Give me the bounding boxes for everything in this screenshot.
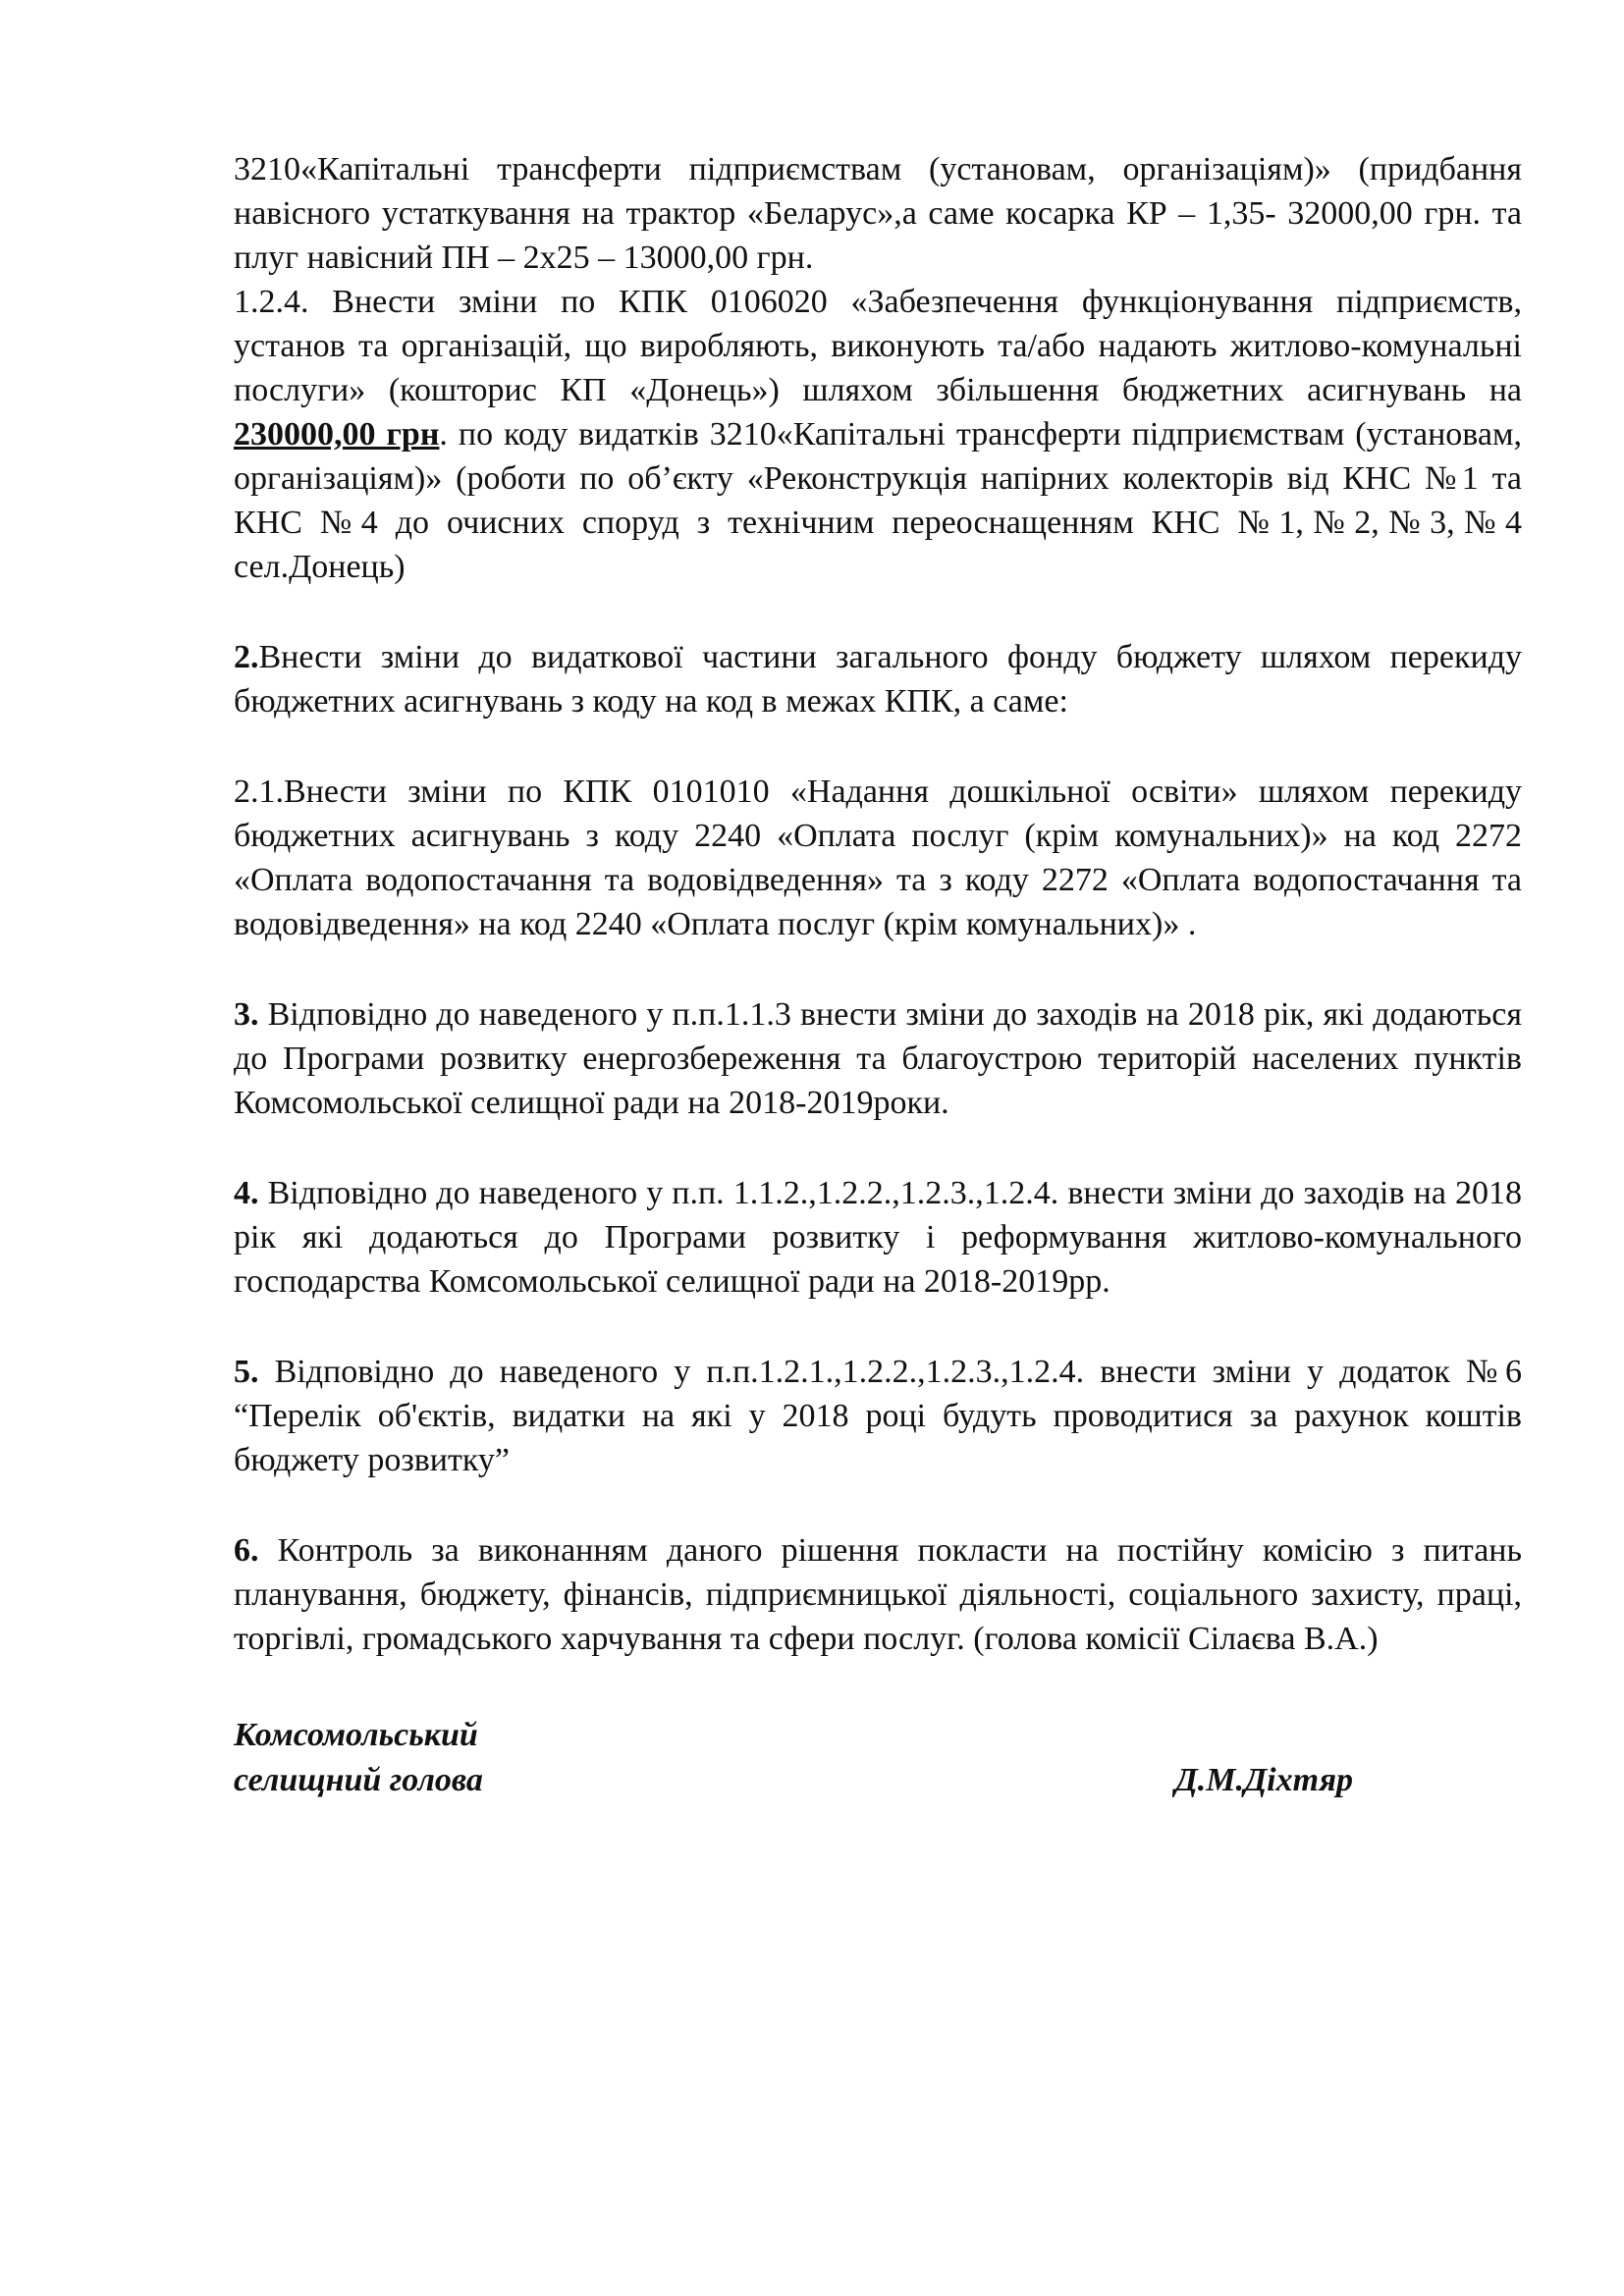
section-text: Внести зміни до видаткової частини загального фонду бюджету шляхом перекиду бюджетних асигнувань з коду на код в межах КПК, а саме: bbox=[234, 639, 1522, 720]
paragraph-gap bbox=[234, 1304, 1522, 1350]
section-2-1 bbox=[234, 770, 1522, 946]
signature-row bbox=[234, 1758, 1353, 1803]
section-2 bbox=[234, 635, 1522, 723]
paragraph-gap bbox=[234, 1125, 1522, 1171]
document-body bbox=[234, 147, 1522, 1661]
section-6 bbox=[234, 1528, 1522, 1661]
paragraph-gap bbox=[234, 723, 1522, 770]
paragraph-code-3210-equipment bbox=[234, 147, 1522, 280]
section-text: Відповідно до наведеного у п.п. 1.1.2.,1.2.2.,1.2.3.,1.2.4. внести зміни до заходів на 2018 рік які додаються до Програми розвитку і реформування житлово-комунального господарства Комсомольської селищної ради на 2018-2019рр. bbox=[234, 1175, 1522, 1300]
paragraph-text: 1.2.4. Внести зміни по КПК 0106020 «Забезпечення функціонування підприємств, установ та організацій, що виробляють, виконують та/або надають житлово-комунальні послуги» (кошторис КП «Донець») шляхом збільшення бюджетних асигнувань на bbox=[234, 284, 1522, 408]
paragraph-text: . по коду видатків 3210«Капітальні трансферти підприємствам (установам, організаціям)» (роботи по об’єкту «Реконструкція напірних колекторів від КНС №1 та КНС №4 до очисних споруд з технічним переоснащенням КНС №1,№2,№3,№4 сел.Донець) bbox=[234, 416, 1522, 585]
paragraph-gap bbox=[234, 589, 1522, 635]
paragraph-text: 3210«Капітальні трансферти підприємствам (установам, організаціям)» (придбання навісного устаткування на трактор «Беларус»,а саме косарка КР – 1,35- 32000,00 грн. та плуг навісний ПН – 2х25 – 13000,00 грн. bbox=[234, 151, 1522, 276]
signature-title-line-2: селищний голова bbox=[234, 1762, 483, 1798]
paragraph-gap bbox=[234, 946, 1522, 992]
section-number: 2. bbox=[234, 639, 259, 675]
paragraph-gap bbox=[234, 1482, 1522, 1528]
section-text: Відповідно до наведеного у п.п.1.1.3 внести зміни до заходів на 2018 рік, які додаються до Програми розвитку енергозбереження та благоустрою територій населених пунктів Комсомольської селищної ради на 2018-2019роки. bbox=[234, 996, 1522, 1121]
paragraph-1-2-4 bbox=[234, 280, 1522, 589]
section-number: 5. bbox=[234, 1354, 259, 1390]
section-number: 3. bbox=[234, 996, 259, 1033]
section-text: 2.1.Внести зміни по КПК 0101010 «Надання дошкільної освіти» шляхом перекиду бюджетних асигнувань з коду 2240 «Оплата послуг (крім комунальних)» на код 2272 «Оплата водопостачання та водовідведення» та з коду 2272 «Оплата водопостачання та водовідведення» на код 2240 «Оплата послуг (крім комунальних)» . bbox=[234, 774, 1522, 942]
signature-block bbox=[234, 1713, 1353, 1803]
section-5 bbox=[234, 1350, 1522, 1482]
section-number: 6. bbox=[234, 1532, 259, 1569]
section-3 bbox=[234, 992, 1522, 1125]
section-number: 4. bbox=[234, 1175, 259, 1211]
section-4 bbox=[234, 1171, 1522, 1304]
signatory-name: Д.М.Діхтяр bbox=[1174, 1762, 1353, 1798]
signature-title-line-1: Комсомольський bbox=[234, 1717, 478, 1753]
amount-highlight: 230000,00 грн bbox=[234, 416, 440, 453]
section-text: Контроль за виконанням даного рішення покласти на постійну комісію з питань планування, бюджету, фінансів, підприємницької діяльності, соціального захисту, праці, торгівлі, громадського харчування та сфери послуг. (голова комісії Сілаєва В.А.) bbox=[234, 1532, 1522, 1657]
section-text: Відповідно до наведеного у п.п.1.2.1.,1.2.2.,1.2.3.,1.2.4. внести зміни у додаток №6 “Перелік об'єктів, видатки на які у 2018 році будуть проводитися за рахунок коштів бюджету розвитку” bbox=[234, 1354, 1522, 1478]
